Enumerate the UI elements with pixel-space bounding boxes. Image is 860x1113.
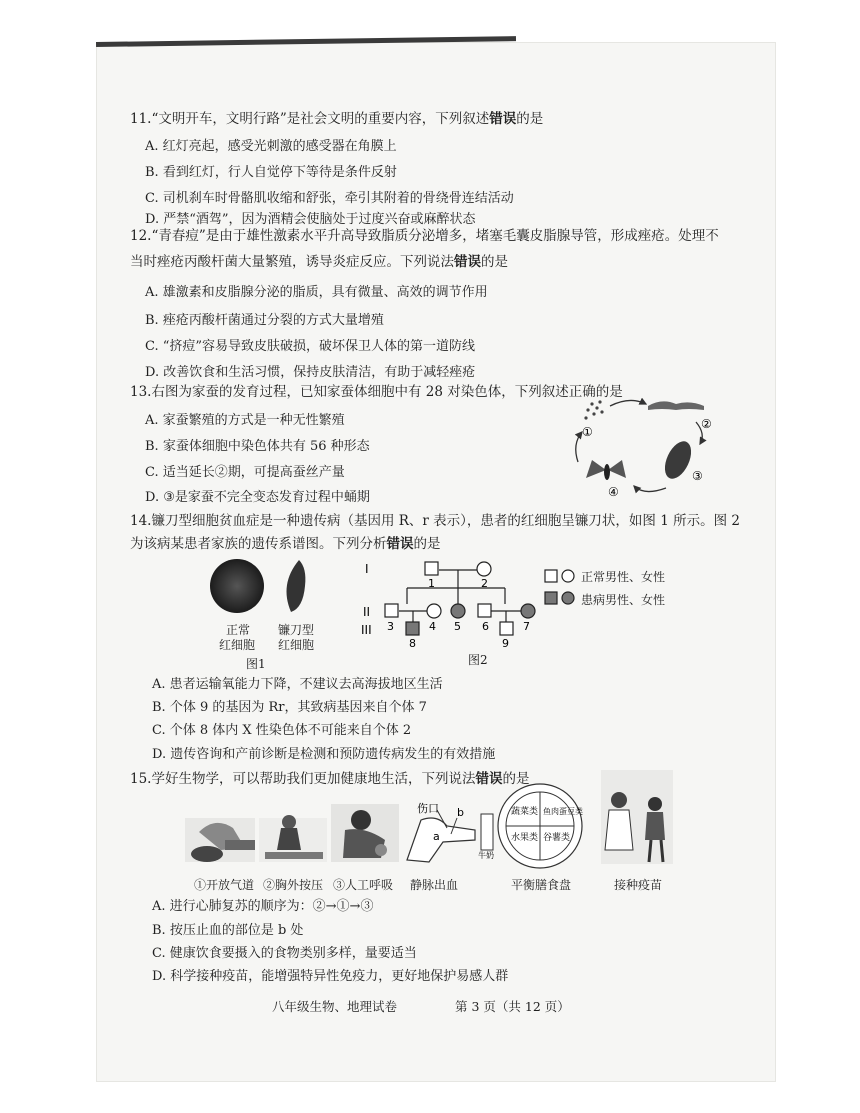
pedigree-individual-9 <box>500 622 513 635</box>
stage-1-label: ① <box>582 425 593 439</box>
plate-label-fruits: 水果类 <box>511 833 539 843</box>
caption-vaccination: 接种疫苗 <box>614 878 663 892</box>
q14-option-b: B. 个体 9 的基因为 Rr，其致病基因来自个体 7 <box>152 700 427 715</box>
fig1-normal-label-2: 红细胞 <box>219 638 256 652</box>
pedigree-individual-4 <box>427 604 441 618</box>
vaccination-illustration <box>601 770 673 864</box>
q12-stem-line2: 当时痤疮丙酸杆菌大量繁殖，诱导炎症反应。下列说法错误的是 <box>130 254 508 270</box>
individual-number-9: 9 <box>502 637 509 648</box>
q13-option-a: A. 家蚕繁殖的方式是一种无性繁殖 <box>145 413 345 428</box>
moth <box>586 460 626 480</box>
fig1-normal-label-1: 正常 <box>226 623 251 637</box>
q12-stem-line1: 12.“青春痘”是由于雄性激素水平升高导致脂质分泌增多，堵塞毛囊皮脂腺导管，形成痤疮。处理不 <box>130 228 719 244</box>
individual-number-7: 7 <box>523 620 530 633</box>
open-airway-illustration <box>185 818 255 862</box>
q14-stem-line2: 为该病某患者家族的遗传系谱图。下列分析错误的是 <box>130 536 441 552</box>
legend-affected-female <box>562 592 574 604</box>
generation-label-1: I <box>365 562 369 576</box>
legend-normal-female <box>562 570 574 582</box>
q12-option-a: A. 雄激素和皮脂腺分泌的脂质，具有微量、高效的调节作用 <box>145 285 488 300</box>
q11-option-a: A. 红灯亮起，感受光刺激的感受器在角膜上 <box>145 139 397 154</box>
individual-number-1: 1 <box>428 577 435 590</box>
legend-normal-male <box>545 570 557 582</box>
fig2-caption: 图2 <box>468 653 488 667</box>
individual-number-5: 5 <box>454 620 461 633</box>
q13-option-b: B. 家蚕体细胞中染色体共有 56 种形态 <box>145 439 370 454</box>
q15-option-a: A. 进行心肺复苏的顺序为：②→①→③ <box>152 899 374 914</box>
footer-page-number: 第 3 页（共 12 页） <box>455 999 570 1014</box>
q13-option-c: C. 适当延长②期，可提高蚕丝产量 <box>145 465 345 480</box>
q15-stem: 15.学好生物学，可以帮助我们更加健康地生活，下列说法错误的是 <box>130 771 530 787</box>
legend-affected-male <box>545 592 557 604</box>
q15-option-b: B. 按压止血的部位是 b 处 <box>152 923 304 938</box>
individual-number-3: 3 <box>387 620 394 633</box>
sickle-rbc-shape <box>287 560 306 612</box>
fig1-caption: 图1 <box>246 657 266 671</box>
q14-option-d: D. 遗传咨询和产前诊断是检测和预防遗传病发生的有效措施 <box>152 747 496 762</box>
pedigree-individual-5 <box>451 604 465 618</box>
egg-cluster <box>584 400 603 419</box>
fig1-sickle-label-1: 镰刀型 <box>278 623 315 637</box>
chest-compression-illustration <box>259 815 327 862</box>
fig1-sickle-label-2: 红细胞 <box>278 638 315 652</box>
silkworm-lifecycle-figure <box>568 392 718 504</box>
caption-vein-bleeding: 静脉出血 <box>410 878 459 892</box>
pedigree-individual-6 <box>478 604 491 617</box>
caption-chest-compression: ②胸外按压 <box>263 878 324 892</box>
wound-point-b: b <box>457 806 464 819</box>
q14-stem-line1: 14.镰刀型细胞贫血症是一种遗传病（基因用 R、r 表示），患者的红细胞呈镰刀状，如图 1 所示。图 2 <box>130 513 740 529</box>
stage-3-label: ③ <box>692 469 703 483</box>
q11-stem: 11.“文明开车，文明行路”是社会文明的重要内容，下列叙述错误的是 <box>130 111 544 127</box>
plate-label-protein: 鱼肉蛋豆类 <box>543 807 583 816</box>
plate-label-grains: 谷薯类 <box>543 833 571 843</box>
larva <box>648 401 704 410</box>
q15-option-c: C. 健康饮食要摄入的食物类别多样，量要适当 <box>152 946 417 961</box>
individual-number-8: 8 <box>409 637 416 648</box>
legend-normal-label: 正常男性、女性 <box>581 570 666 584</box>
individual-number-4: 4 <box>429 620 436 633</box>
caption-rescue-breathing: ③人工呼吸 <box>333 878 394 892</box>
pedigree-individual-1 <box>425 562 438 575</box>
pupa-cocoon <box>660 437 697 483</box>
q14-option-c: C. 个体 8 体内 X 性染色体不可能来自个体 2 <box>152 723 412 738</box>
generation-label-2: II <box>363 605 371 619</box>
q12-option-c: C. “挤痘”容易导致皮肤破损，破坏保卫人体的第一道防线 <box>145 339 476 354</box>
stage-2-label: ② <box>701 417 712 431</box>
wound-point-a: a <box>433 830 440 843</box>
first-aid-health-illustrations <box>185 770 675 872</box>
pedigree-individual-8 <box>406 622 419 635</box>
q15-option-d: D. 科学接种疫苗，能增强特异性免疫力，更好地保护易感人群 <box>152 969 509 984</box>
stage-4-label: ④ <box>608 485 619 499</box>
rescue-breathing-illustration <box>331 804 399 862</box>
generation-label-3: III <box>361 623 372 637</box>
caption-balanced-diet: 平衡膳食盘 <box>511 878 572 892</box>
q11-option-c: C. 司机刹车时骨骼肌收缩和舒张，牵引其附着的骨绕骨连结活动 <box>145 191 514 206</box>
balanced-diet-plate-illustration <box>478 784 583 868</box>
plate-label-vegetables: 蔬菜类 <box>511 807 539 817</box>
individual-number-6: 6 <box>482 620 489 633</box>
q14-option-a: A. 患者运输氧能力下降，不建议去高海拔地区生活 <box>152 677 443 692</box>
pedigree-individual-7 <box>521 604 535 618</box>
footer-exam-title: 八年级生物、地理试卷 <box>272 999 398 1014</box>
caption-open-airway: ①开放气道 <box>194 878 255 892</box>
q13-stem: 13.右图为家蚕的发育过程，已知家蚕体细胞中有 28 对染色体，下列叙述正确的是 <box>130 384 623 400</box>
pedigree-legend-symbols <box>543 568 577 608</box>
normal-rbc-shape <box>210 559 264 613</box>
q11-option-d: D. 严禁“酒驾”，因为酒精会使脑处于过度兴奋或麻醉状态 <box>145 212 476 227</box>
wound-label: 伤口 <box>417 802 439 815</box>
pedigree-chart <box>355 556 555 648</box>
legend-affected-label: 患病男性、女性 <box>581 593 666 607</box>
q12-option-d: D. 改善饮食和生活习惯，保持皮肤清洁，有助于减轻痤疮 <box>145 365 476 380</box>
milk-label: 牛奶 <box>478 851 494 860</box>
pedigree-individual-3 <box>385 604 398 617</box>
individual-number-2: 2 <box>481 577 488 590</box>
q11-option-b: B. 看到红灯，行人自觉停下等待是条件反射 <box>145 165 397 180</box>
q13-option-d: D. ③是家蚕不完全变态发育过程中蛹期 <box>145 490 370 505</box>
vein-bleeding-illustration <box>407 802 475 862</box>
red-blood-cell-figure <box>205 556 325 616</box>
pedigree-individual-2 <box>477 562 491 576</box>
q12-option-b: B. 痤疮丙酸杆菌通过分裂的方式大量增殖 <box>145 313 384 328</box>
